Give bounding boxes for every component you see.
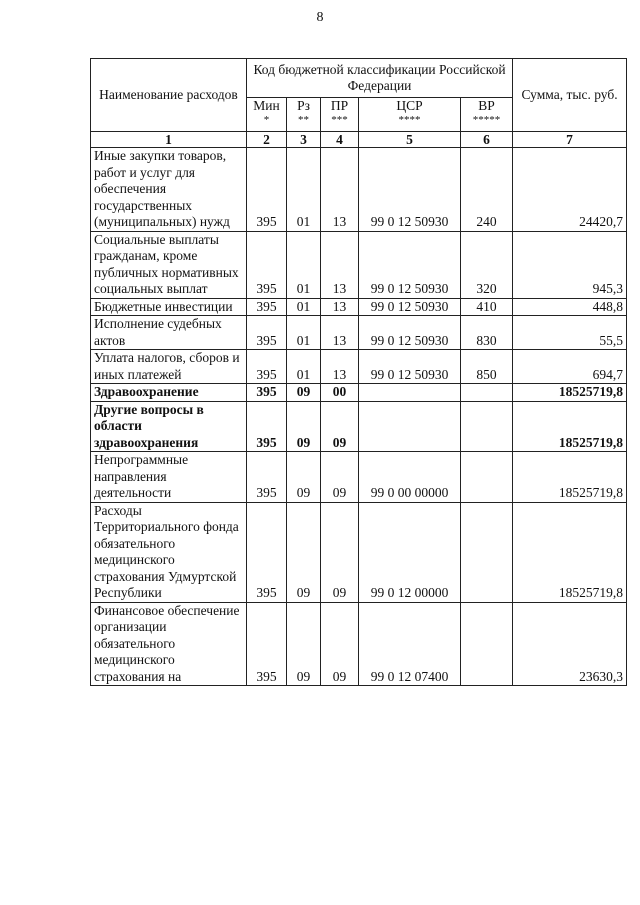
header-name: Наименование расходов [91, 59, 247, 132]
row-csr: 99 0 12 50930 [359, 350, 461, 384]
row-csr: 99 0 12 07400 [359, 602, 461, 686]
row-name: Бюджетные инвестиции [91, 298, 247, 316]
row-pr: 13 [321, 316, 359, 350]
table-row-subsection [91, 401, 627, 452]
column-number: 7 [513, 132, 627, 148]
table-row [91, 602, 627, 686]
row-min: 395 [247, 502, 287, 602]
row-rz: 09 [287, 384, 321, 402]
row-rz: 01 [287, 350, 321, 384]
row-name: Уплата налогов, сборов и иных платежей [91, 350, 247, 384]
row-min: 395 [247, 350, 287, 384]
row-sum: 18525719,8 [513, 452, 627, 503]
row-min: 395 [247, 452, 287, 503]
table-row [91, 502, 627, 602]
row-min: 395 [247, 231, 287, 298]
row-rz: 01 [287, 316, 321, 350]
row-pr: 09 [321, 401, 359, 452]
row-name: Расходы Территориального фонда обязательного медицинского страхования Удмуртской Республики [91, 502, 247, 602]
table-row [91, 231, 627, 298]
row-rz: 01 [287, 231, 321, 298]
row-min: 395 [247, 384, 287, 402]
row-pr: 13 [321, 298, 359, 316]
row-sum: 24420,7 [513, 148, 627, 232]
column-number: 1 [91, 132, 247, 148]
row-sum: 23630,3 [513, 602, 627, 686]
row-csr [359, 401, 461, 452]
row-csr: 99 0 00 00000 [359, 452, 461, 503]
column-number: 4 [321, 132, 359, 148]
table-row [91, 350, 627, 384]
column-number: 3 [287, 132, 321, 148]
table-row [91, 316, 627, 350]
header-min: Мин * [247, 98, 287, 132]
row-rz: 09 [287, 502, 321, 602]
row-vr: 320 [461, 231, 513, 298]
row-vr [461, 602, 513, 686]
row-sum: 18525719,8 [513, 384, 627, 402]
row-name: Непрограммные направления деятельности [91, 452, 247, 503]
row-rz: 09 [287, 602, 321, 686]
row-pr: 09 [321, 452, 359, 503]
row-sum: 448,8 [513, 298, 627, 316]
row-vr: 240 [461, 148, 513, 232]
row-rz: 09 [287, 401, 321, 452]
row-min: 395 [247, 148, 287, 232]
header-vr: ВР ***** [461, 98, 513, 132]
row-csr: 99 0 12 50930 [359, 148, 461, 232]
row-name: Другие вопросы в области здравоохранения [91, 401, 247, 452]
page-number: 8 [316, 10, 324, 25]
row-vr: 850 [461, 350, 513, 384]
column-number: 5 [359, 132, 461, 148]
row-name: Здравоохранение [91, 384, 247, 402]
row-pr: 13 [321, 231, 359, 298]
row-pr: 09 [321, 502, 359, 602]
row-min: 395 [247, 602, 287, 686]
row-name: Социальные выплаты гражданам, кроме публичных нормативных социальных выплат [91, 231, 247, 298]
header-rz: Рз ** [287, 98, 321, 132]
row-pr: 09 [321, 602, 359, 686]
row-vr [461, 384, 513, 402]
row-vr: 410 [461, 298, 513, 316]
row-csr [359, 384, 461, 402]
row-min: 395 [247, 316, 287, 350]
row-sum: 945,3 [513, 231, 627, 298]
row-min: 395 [247, 401, 287, 452]
column-number: 2 [247, 132, 287, 148]
table-row [91, 148, 627, 232]
row-sum: 694,7 [513, 350, 627, 384]
row-vr: 830 [461, 316, 513, 350]
row-sum: 55,5 [513, 316, 627, 350]
budget-table [90, 58, 627, 686]
column-number: 6 [461, 132, 513, 148]
table-row [91, 298, 627, 316]
row-csr: 99 0 12 00000 [359, 502, 461, 602]
row-name: Иные закупки товаров, работ и услуг для обеспечения государственных (муниципальных) нужд [91, 148, 247, 232]
row-pr: 13 [321, 148, 359, 232]
row-vr [461, 401, 513, 452]
table-body [91, 148, 627, 686]
table-row [91, 452, 627, 503]
row-sum: 18525719,8 [513, 401, 627, 452]
row-min: 395 [247, 298, 287, 316]
row-vr [461, 502, 513, 602]
row-sum: 18525719,8 [513, 502, 627, 602]
table-row-section [91, 384, 627, 402]
header-pr-stars: *** [331, 113, 348, 126]
column-numbers-row [91, 132, 627, 148]
row-pr: 13 [321, 350, 359, 384]
header-code-group: Код бюджетной классификации Российской Федерации [247, 59, 513, 98]
header-pr: ПР *** [321, 98, 359, 132]
header-csr-stars: **** [398, 113, 421, 126]
row-rz: 01 [287, 298, 321, 316]
header-vr-stars: ***** [472, 113, 501, 126]
row-rz: 01 [287, 148, 321, 232]
row-name: Финансовое обеспечение организации обязательного медицинского страхования на [91, 602, 247, 686]
row-csr: 99 0 12 50930 [359, 231, 461, 298]
header-rz-stars: ** [298, 113, 309, 126]
row-name: Исполнение судебных актов [91, 316, 247, 350]
table-header [91, 59, 627, 148]
row-vr [461, 452, 513, 503]
header-sum: Сумма, тыс. руб. [513, 59, 627, 132]
row-pr: 00 [321, 384, 359, 402]
header-csr: ЦСР **** [359, 98, 461, 132]
row-csr: 99 0 12 50930 [359, 298, 461, 316]
row-csr: 99 0 12 50930 [359, 316, 461, 350]
header-min-stars: * [263, 113, 270, 126]
row-rz: 09 [287, 452, 321, 503]
